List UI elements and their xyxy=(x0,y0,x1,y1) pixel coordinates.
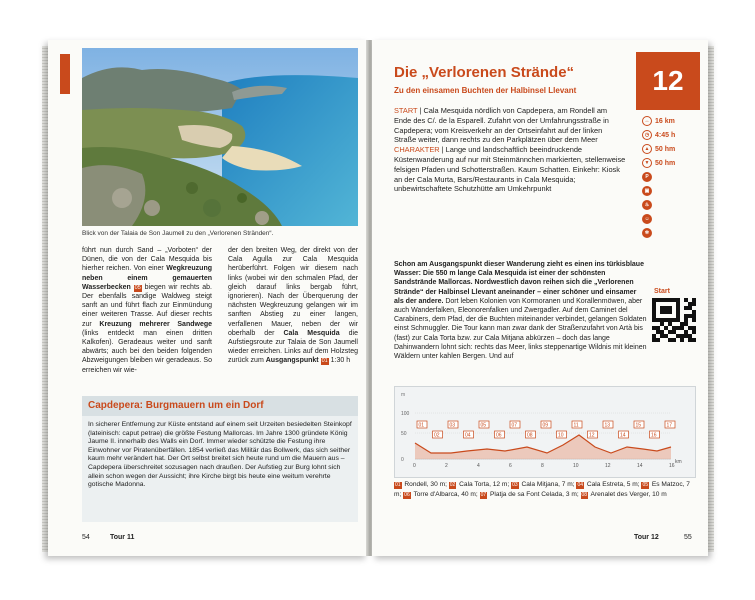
qr-module xyxy=(664,326,668,330)
legend-marker: 07 xyxy=(480,492,487,498)
y-unit-label: m xyxy=(401,392,406,398)
legend-text: Arenalet des Verger, 10 m xyxy=(589,491,667,498)
x-tick-label: 0 xyxy=(413,463,416,469)
qr-module xyxy=(668,298,672,302)
qr-module xyxy=(676,306,680,310)
qr-label: Start xyxy=(654,288,670,295)
sidebar-box-text: In sicherer Entfernung zur Küste entstand auf einem seit Urzeiten besiedelten Steinkopf (lateinisch: caput petrae) die größte Festung Mallorcas. Im Jahre 1300 gründete König Jaume II. innerhalb des Walls ein Dorf. Immer wieder schützte die Festung ihre Einwohner vor Piratenüberfällen. 1854 verließ das Militär das Bollwerk, das sich seither kaum mehr verändert hat. Der Ort selbst breitet sich heute rund um die Mauern aus – Capdepera überschreitet sozusagen nach draußen. Der Aufstieg zur Burg lohnt sich allein schon wegen der Aussicht; ihre Kirche birgt bis heute eine weitum verehrte gotische Madonna. xyxy=(82,416,358,522)
waypoint-marker: 05 xyxy=(134,284,141,291)
y-tick-label: 50 xyxy=(401,431,407,437)
qr-module xyxy=(652,314,656,318)
waypoint-label: 06 xyxy=(496,432,502,439)
qr-module xyxy=(656,338,660,342)
qr-module xyxy=(660,318,664,322)
photo-caption: Blick von der Talaia de Son Jaumell zu den „Verlorenen Stränden“. xyxy=(82,230,274,237)
text-column-1 xyxy=(82,246,212,375)
qr-module xyxy=(652,302,656,306)
tour-intro xyxy=(394,260,648,361)
waypoint-label: 14 xyxy=(620,432,626,439)
tour-subtitle: Zu den einsamen Buchten der Halbinsel Llevant xyxy=(394,86,577,95)
legend-marker: 01 xyxy=(395,482,401,488)
qr-module xyxy=(668,330,672,334)
qr-module xyxy=(656,298,660,302)
qr-module xyxy=(676,334,680,338)
waypoint-label: 17 xyxy=(666,422,673,429)
qr-module xyxy=(660,330,664,334)
elevation-profile xyxy=(394,386,696,478)
qr-module xyxy=(692,298,696,302)
legend-marker: 08 xyxy=(581,492,588,498)
legend-text: Platja de sa Font Celada, 3 m; xyxy=(488,491,581,498)
qr-module xyxy=(684,318,688,322)
x-tick-label: 4 xyxy=(477,463,480,469)
qr-module xyxy=(684,334,688,338)
y-tick-label: 100 xyxy=(401,411,410,417)
tour-number-badge: 12 xyxy=(636,52,700,110)
waypoint-label: 09 xyxy=(542,422,549,429)
qr-module xyxy=(692,302,696,306)
tour-stats xyxy=(642,114,702,240)
qr-module xyxy=(684,330,688,334)
body-text: die Aufstiegsroute zur Talaia de Son Jaumell wieder erreichen. Links auf dem Holzsteg zurück zum xyxy=(228,329,358,365)
legend-marker: 02 xyxy=(449,482,456,488)
qr-module xyxy=(680,326,684,330)
qr-module xyxy=(668,338,672,342)
qr-module xyxy=(672,318,676,322)
qr-module xyxy=(664,334,668,338)
qr-module xyxy=(680,338,684,342)
body-text: führt nun durch Sand – „Vorboten“ der Dünen, die von der Cala Mesquida bis hierher reichen. Von einer xyxy=(82,247,212,273)
qr-module xyxy=(688,338,692,342)
x-tick-label: 10 xyxy=(573,463,579,469)
stat-row xyxy=(642,156,702,170)
qr-module xyxy=(668,318,672,322)
bold-text: Ausgangspunkt xyxy=(265,357,321,365)
legend-text: Rondell, 30 m; xyxy=(402,481,449,488)
waypoint-legend xyxy=(394,480,694,500)
stat-row xyxy=(642,114,702,128)
intro-bold: Schon am Ausgangspunkt dieser Wanderung zieht es einen ins türkisblaue Wasser: Die 550 m lange Cala Mesquida ist einer der schönsten Sandstrände Mallorcas. Nordwestlich davon reihen sich die „Verlorenen Strände“ der Halbinsel Llevant aneinander – einer schöner und einsamer als der andere. xyxy=(394,261,644,305)
qr-module xyxy=(688,326,692,330)
qr-module xyxy=(660,334,664,338)
waypoint-label: 04 xyxy=(465,432,471,439)
text-column-2 xyxy=(228,246,358,366)
qr-module xyxy=(664,318,668,322)
qr-module xyxy=(684,314,688,318)
stat-value: 4:45 h xyxy=(655,131,676,139)
right-page xyxy=(372,40,708,556)
qr-module xyxy=(688,314,692,318)
legend-marker: 05 xyxy=(642,482,649,488)
qr-module xyxy=(676,326,680,330)
qr-module xyxy=(692,314,696,318)
waypoint-label: 08 xyxy=(527,432,533,439)
legend-marker: 03 xyxy=(512,482,518,488)
x-tick-label: 6 xyxy=(509,463,512,469)
legend-text: Cala Mitjana, 7 m; xyxy=(519,481,577,488)
waypoint-label: 02 xyxy=(434,432,440,439)
qr-module xyxy=(676,318,680,322)
page-edges-right xyxy=(708,46,714,552)
stat-row xyxy=(642,128,702,142)
qr-module xyxy=(684,298,688,302)
stat-value: 16 km xyxy=(655,117,675,125)
tour-label-left: Tour 11 xyxy=(110,534,135,541)
qr-module xyxy=(664,298,668,302)
chapter-tab xyxy=(60,54,70,94)
descent-icon: ▼ xyxy=(642,158,652,168)
x-unit-label: km xyxy=(675,459,682,465)
legend-marker: 04 xyxy=(577,482,584,488)
waypoint-label: 05 xyxy=(480,422,487,429)
qr-module xyxy=(652,306,656,310)
qr-module xyxy=(676,314,680,318)
qr-module xyxy=(672,330,676,334)
qr-module xyxy=(652,334,656,338)
qr-module xyxy=(660,310,664,314)
qr-module xyxy=(676,310,680,314)
waypoint-label: 10 xyxy=(558,432,564,439)
body-text: | Cala Mesquida nördlich von Capdepera, am Rondell am Ende des C/. de la Esparell. Zufahrt von der Umfahrungsstraße in Capdepera; vom Kreisverkehr an der Ortseinfahrt auf der linken Straße weiter, dann rechts zu den Parkplätzen über dem Meer xyxy=(394,106,609,145)
qr-module xyxy=(652,298,656,302)
legend-marker: 06 xyxy=(404,492,410,498)
sidebar-box-title: Capdepera: Burgmauern um ein Dorf xyxy=(82,396,358,416)
waypoint-label: 03 xyxy=(449,422,456,429)
qr-module xyxy=(652,318,656,322)
qr-module xyxy=(692,310,696,314)
qr-module xyxy=(668,306,672,310)
waypoint-label: 01 xyxy=(418,422,425,429)
qr-module xyxy=(664,306,668,310)
body-text: 1:30 h xyxy=(328,357,351,365)
qr-module xyxy=(668,322,672,326)
legend-text: Torre d'Albarca, 40 m; xyxy=(411,491,480,498)
qr-module xyxy=(672,326,676,330)
qr-module xyxy=(656,330,660,334)
qr-module xyxy=(656,318,660,322)
amenity-row xyxy=(642,170,702,184)
amenity-row xyxy=(642,198,702,212)
bold-text: Cala Mesquida xyxy=(283,329,340,337)
qr-module xyxy=(660,306,664,310)
qr-module xyxy=(652,338,656,342)
book-spread xyxy=(48,40,713,560)
bus-icon: ▣ xyxy=(642,186,652,196)
legend-text: Es Matzoc, 7 m; xyxy=(394,481,690,498)
qr-module xyxy=(676,302,680,306)
amenity-row xyxy=(642,212,702,226)
qr-module xyxy=(672,298,676,302)
stat-value: 50 hm xyxy=(655,145,676,153)
restaurant-icon: ♨ xyxy=(642,200,652,210)
dog-icon: ✻ xyxy=(642,228,652,238)
landscape-photo xyxy=(82,48,358,226)
tour-label-right: Tour 12 xyxy=(634,534,659,541)
qr-module xyxy=(668,310,672,314)
amenity-row xyxy=(642,226,702,240)
y-tick-label: 0 xyxy=(401,457,404,463)
qr-module xyxy=(688,334,692,338)
waypoint-label: 11 xyxy=(573,422,579,429)
body-text: der den breiten Weg, der direkt von der Cala Agulla zur Cala Mesquida herüberführt. Folgen wir diesem nach links (wobei wir den schmalen Pfad, der gleich darauf links bergab führt, ignorieren). Nach der Überquerung der nächsten Wegkreuzung gelangen wir im sanften Abstieg zu einer langen, verfallenen Mauer, neben der wir oberhalb der xyxy=(228,247,358,337)
x-tick-label: 14 xyxy=(637,463,643,469)
page-number-left: 54 xyxy=(82,534,90,541)
qr-module xyxy=(672,338,676,342)
x-tick-label: 8 xyxy=(541,463,544,469)
body-text: | Lange und landschaftlich beeindruckende Küstenwanderung auf nur mit Steinmännchen markierten, stellenweise felsigen Pfaden und Schotterstraßen. Kaum Schatten. Einkehr: Kiosk an der Cala Murta, Bars/Restaurants in Cala Mesquida; unbewirtschaftete Schutzhütte am Umkehrpunkt xyxy=(394,145,626,194)
left-page xyxy=(48,40,368,556)
qr-module xyxy=(660,322,664,326)
amenity-row xyxy=(642,184,702,198)
legend-text: Cala Torta, 12 m; xyxy=(457,481,512,488)
qr-module xyxy=(692,326,696,330)
waypoint-label: 15 xyxy=(635,422,642,429)
body-text: biegen wir rechts ab. Der ebenfalls sandige Waldweg steigt sanft an und führt flach zur Einmündung einer weiteren Trasse. Auf dieser rechts zur xyxy=(82,283,212,328)
qr-module xyxy=(656,326,660,330)
body-text: (links entdeckt man einen dritten Kalkofen). Geradeaus weiter und sanft abwärts; auch bei den beiden folgenden Abzweigungen bleiben wir geradeaus. So erreichen wir wie- xyxy=(82,329,212,374)
bold-text: Wegkreuzung neben einem gemauerten Wasserbecken xyxy=(82,265,212,291)
stat-row xyxy=(642,142,702,156)
qr-module xyxy=(676,298,680,302)
child-icon: ☺ xyxy=(642,214,652,224)
clock-icon: ◷ xyxy=(642,130,652,140)
qr-module xyxy=(664,310,668,314)
tour-info xyxy=(394,106,626,194)
waypoint-marker: 01 xyxy=(321,358,328,365)
intro-text: Dort leben Kolonien von Kormoranen und Korallenmöwen, aber auch Wanderfalken, Eleonorenfalken und Zwergadler. Auf dem Caminet del Carabiners, dem Pfad, der die Buchten miteinander verbindet, gelangen Soldaten einst Schmuggler. Die Tour kann man zwar dank der Straßenzufahrt von Artà bis (fast) zur Cala Torta bzw. zur Cala Mitjana abkürzen – doch das lange Dahinwandern lohnt sich: rechts das Meer, links steppenartige Wildnis mit kleinen Wäldern unter kahlen Bergen. Und auf xyxy=(394,297,647,361)
parking-icon: P xyxy=(642,172,652,182)
info-key: CHARAKTER xyxy=(394,145,440,155)
qr-module xyxy=(688,306,692,310)
stat-value: 50 hm xyxy=(655,159,676,167)
qr-module xyxy=(660,298,664,302)
qr-module xyxy=(680,322,684,326)
bold-text: Kreuzung mehrerer Sandwege xyxy=(99,320,213,328)
x-tick-label: 16 xyxy=(669,463,675,469)
waypoint-label: 07 xyxy=(511,422,518,429)
waypoint-label: 13 xyxy=(604,422,611,429)
waypoint-label: 16 xyxy=(651,432,657,439)
waypoint-label: 12 xyxy=(589,432,595,439)
legend-text: Cala Estreta, 5 m; xyxy=(585,481,642,488)
distance-icon: ↔ xyxy=(642,116,652,126)
qr-module xyxy=(692,338,696,342)
qr-code[interactable] xyxy=(652,298,696,342)
qr-module xyxy=(680,334,684,338)
qr-module xyxy=(688,302,692,306)
x-tick-label: 12 xyxy=(605,463,611,469)
qr-module xyxy=(652,310,656,314)
page-number-right: 55 xyxy=(684,534,692,541)
x-tick-label: 2 xyxy=(445,463,448,469)
qr-module xyxy=(652,326,656,330)
ascent-icon: ▲ xyxy=(642,144,652,154)
qr-module xyxy=(684,306,688,310)
info-key: START xyxy=(394,106,418,115)
qr-module xyxy=(692,318,696,322)
qr-module xyxy=(684,322,688,326)
qr-module xyxy=(692,330,696,334)
tour-title: Die „Verlorenen Strände“ xyxy=(394,64,575,81)
